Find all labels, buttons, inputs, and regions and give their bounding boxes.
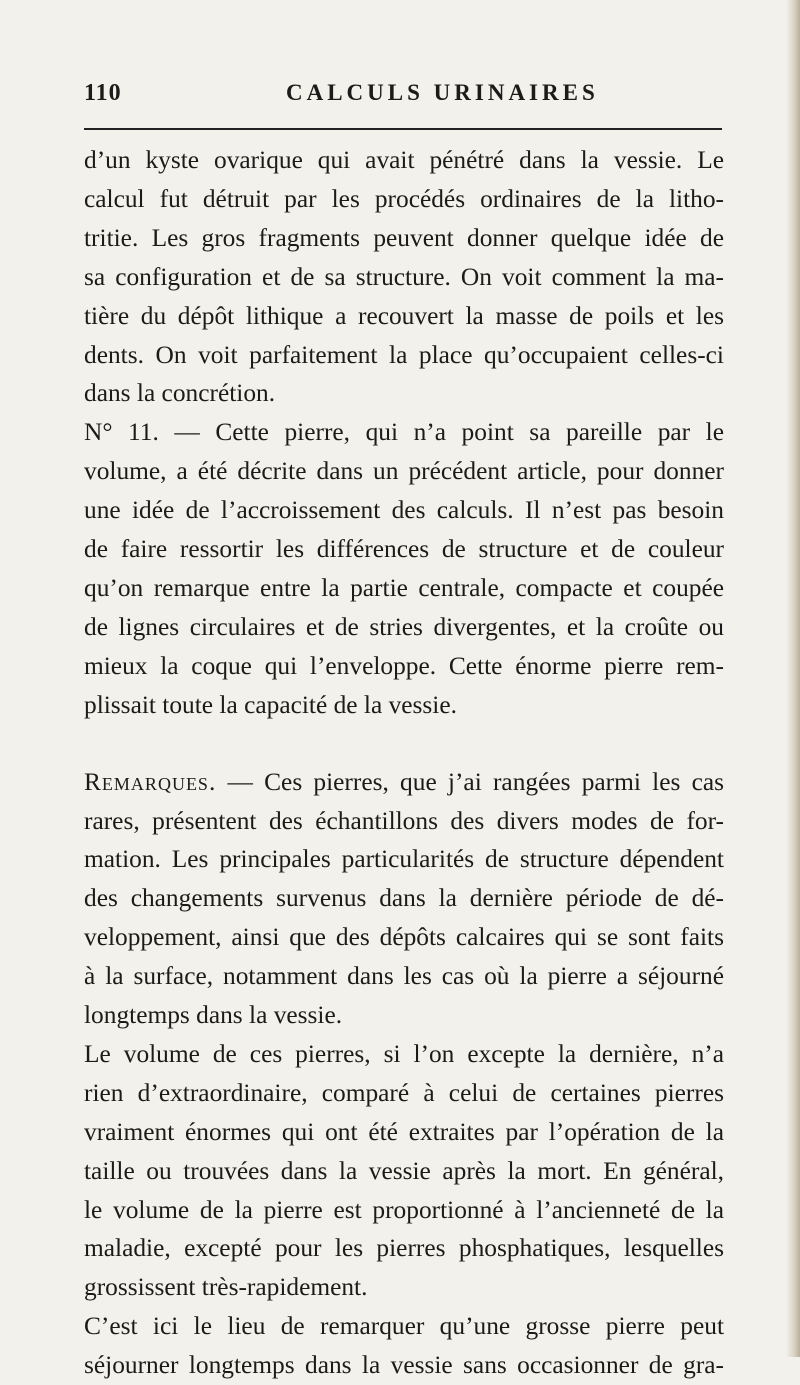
text-line: dans la concrétion.	[84, 379, 276, 408]
text-line: rares, présentent des échantillons des divers modes de for-	[84, 806, 724, 835]
paragraph-5	[84, 1307, 724, 1385]
header-rule	[84, 128, 722, 130]
paragraph-1	[84, 141, 724, 413]
text-line: N° 11. — Cette pierre, qui n’a point sa pareille par le	[84, 418, 724, 447]
text-line: dents. On voit parfaitement la place qu’occupaient celles-ci	[84, 340, 724, 369]
text-line	[84, 763, 724, 802]
text-line: le volume de la pierre est proportionné à l’ancienneté de la	[84, 1195, 724, 1224]
text-line: mation. Les principales particularités de structure dépendent	[84, 845, 724, 874]
text-line: tière du dépôt lithique a recouvert la masse de poils et les	[84, 301, 724, 330]
text-line: Le volume de ces pierres, si l’on excepte la dernière, n’a	[84, 1039, 724, 1068]
section-lead: Remarques.	[84, 767, 217, 796]
text-line: à la surface, notamment dans les cas où la pierre a séjourné	[84, 962, 724, 991]
text-line: sa configuration et de sa structure. On voit comment la ma-	[84, 262, 724, 291]
text-line: vraiment énormes qui ont été extraites par l’opération de la	[84, 1117, 724, 1146]
text-line: veloppement, ainsi que des dépôts calcaires qui se sont faits	[84, 923, 724, 952]
text-line: plissait toute la capacité de la vessie.	[84, 690, 457, 719]
text-line: de lignes circulaires et de stries divergentes, et la croûte ou	[84, 612, 724, 641]
paragraph-2	[84, 413, 724, 724]
text-line: volume, a été décrite dans un précédent article, pour donner	[84, 457, 724, 486]
body-text	[84, 141, 724, 1385]
paragraph-3	[84, 763, 724, 1035]
page-edge-shadow	[786, 0, 800, 1357]
text-line: C’est ici le lieu de remarquer qu’une grosse pierre peut	[84, 1312, 724, 1341]
running-head	[84, 80, 724, 112]
text-line: taille ou trouvées dans la vessie après la mort. En général,	[84, 1156, 724, 1185]
text-line: mieux la coque qui l’enveloppe. Cette énorme pierre rem-	[84, 651, 724, 680]
text-fragment: — Ces pierres, que j’ai rangées parmi les cas	[216, 767, 724, 796]
page-number: 110	[84, 80, 122, 106]
text-line: rien d’extraordinaire, comparé à celui de certaines pierres	[84, 1078, 724, 1107]
text-line: grossissent très-rapidement.	[84, 1273, 368, 1302]
text-line: des changements survenus dans la dernière période de dé-	[84, 884, 724, 913]
text-line: maladie, excepté pour les pierres phosphatiques, lesquelles	[84, 1234, 724, 1263]
text-line: une idée de l’accroissement des calculs. Il n’est pas besoin	[84, 496, 724, 525]
text-line: longtemps dans la vessie.	[84, 1001, 343, 1030]
paragraph-4	[84, 1035, 724, 1307]
text-line: qu’on remarque entre la partie centrale, compacte et coupée	[84, 573, 724, 602]
running-title: CALCULS URINAIRES	[286, 80, 599, 105]
text-line: de faire ressortir les différences de structure et de couleur	[84, 535, 724, 564]
text-line: d’un kyste ovarique qui avait pénétré dans la vessie. Le	[84, 146, 724, 174]
text-line: tritie. Les gros fragments peuvent donner quelque idée de	[84, 223, 724, 252]
text-line: calcul fut détruit par les procédés ordinaires de la litho-	[84, 184, 724, 213]
text-line: séjourner longtemps dans la vessie sans occasionner de gra-	[84, 1351, 724, 1380]
